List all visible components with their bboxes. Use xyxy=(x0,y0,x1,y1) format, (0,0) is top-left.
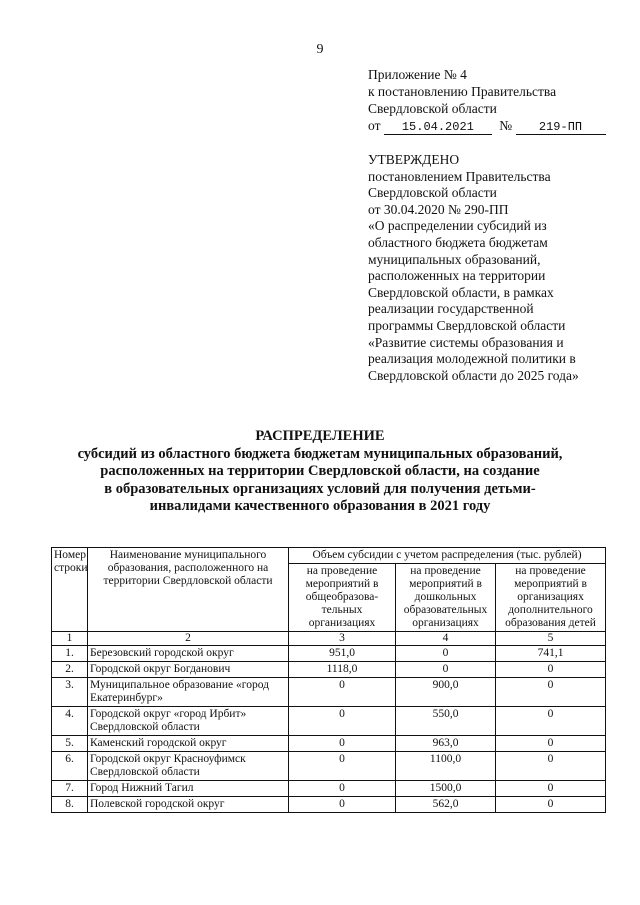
approved-line: расположенных на территории xyxy=(368,268,546,284)
value-general: 0 xyxy=(289,678,396,707)
value-preschool: 550,0 xyxy=(396,707,496,736)
approved-block xyxy=(368,152,630,384)
approved-line: реализация молодежной политики в xyxy=(368,351,576,367)
approved-line: областного бюджета бюджетам xyxy=(368,234,548,250)
appendix-block xyxy=(368,66,628,135)
column-index: 1 xyxy=(52,632,88,646)
row-number: 1. xyxy=(52,646,88,662)
appendix-date-line xyxy=(368,117,628,135)
header-preschool: на проведение мероприятий в дошкольных образовательных организациях xyxy=(396,564,496,632)
table-row xyxy=(52,662,606,678)
value-preschool: 900,0 xyxy=(396,678,496,707)
table-header-row xyxy=(52,548,606,564)
approved-line: от 30.04.2020 № 290-ПП xyxy=(368,201,509,217)
municipality-name: Полевской городской округ xyxy=(88,797,289,813)
header-general-education: на проведение мероприятий в общеобразова-тельных организациях xyxy=(289,564,396,632)
column-index: 2 xyxy=(88,632,289,646)
value-preschool: 0 xyxy=(396,662,496,678)
value-additional: 741,1 xyxy=(496,646,606,662)
value-preschool: 1500,0 xyxy=(396,781,496,797)
appendix-line-3: Свердловской области xyxy=(368,101,497,116)
appendix-line-2: к постановлению Правительства xyxy=(368,84,557,99)
table-row xyxy=(52,736,606,752)
row-number: 6. xyxy=(52,752,88,781)
row-number: 3. xyxy=(52,678,88,707)
approved-stamp: УТВЕРЖДЕНО xyxy=(368,152,460,167)
header-row-number: Номер строки xyxy=(52,548,88,632)
title-line: расположенных на территории Свердловской области, на создание xyxy=(100,463,540,479)
column-index-row xyxy=(52,632,606,646)
title-line: в образовательных организациях условий для получения детьми- xyxy=(104,480,536,497)
value-preschool: 1100,0 xyxy=(396,752,496,781)
value-general: 0 xyxy=(289,707,396,736)
value-preschool: 963,0 xyxy=(396,736,496,752)
document-title xyxy=(70,428,570,516)
column-index: 3 xyxy=(289,632,396,646)
header-subsidy-group: Объем субсидии с учетом распределения (тыс. рублей) xyxy=(289,548,606,564)
municipality-name: Городской округ «город Ирбит» Свердловской области xyxy=(88,707,289,736)
row-number: 4. xyxy=(52,707,88,736)
table-row xyxy=(52,752,606,781)
value-preschool: 562,0 xyxy=(396,797,496,813)
value-general: 951,0 xyxy=(289,646,396,662)
row-number: 8. xyxy=(52,797,88,813)
row-number: 2. xyxy=(52,662,88,678)
municipality-name: Город Нижний Тагил xyxy=(88,781,289,797)
table-row xyxy=(52,707,606,736)
table-row xyxy=(52,646,606,662)
row-number: 5. xyxy=(52,736,88,752)
value-additional: 0 xyxy=(496,678,606,707)
page-number: 9 xyxy=(316,42,324,57)
appendix-title: Приложение № 4 xyxy=(368,67,467,82)
column-index: 4 xyxy=(396,632,496,646)
approved-line: программы Свердловской области xyxy=(368,317,566,333)
value-general: 1118,0 xyxy=(289,662,396,678)
distribution-table xyxy=(51,547,606,813)
title-line: инвалидами качественного образования в 2021 году xyxy=(149,498,491,514)
approved-line: «Развитие системы образования и xyxy=(368,334,564,350)
value-general: 0 xyxy=(289,797,396,813)
date-prefix: от xyxy=(368,118,381,133)
municipality-name: Березовский городской округ xyxy=(88,646,289,662)
number-prefix: № xyxy=(499,118,513,133)
approved-line: Свердловской области, в рамках xyxy=(368,284,554,300)
approved-line: муниципальных образований, xyxy=(368,251,541,267)
header-municipality: Наименование муниципального образования, расположенного на территории Свердловской области xyxy=(88,548,289,632)
value-additional: 0 xyxy=(496,752,606,781)
row-number: 7. xyxy=(52,781,88,797)
value-preschool: 0 xyxy=(396,646,496,662)
value-additional: 0 xyxy=(496,736,606,752)
header-additional-education: на проведение мероприятий в организациях дополнительного образования детей xyxy=(496,564,606,632)
approved-line: «О распределении субсидий из xyxy=(368,218,547,234)
value-general: 0 xyxy=(289,736,396,752)
value-additional: 0 xyxy=(496,707,606,736)
approved-line: постановлением Правительства xyxy=(368,168,551,184)
column-index: 5 xyxy=(496,632,606,646)
municipality-name: Каменский городской округ xyxy=(88,736,289,752)
municipality-name: Городской округ Богданович xyxy=(88,662,289,678)
value-general: 0 xyxy=(289,752,396,781)
title-heading: РАСПРЕДЕЛЕНИЕ xyxy=(255,428,385,444)
value-additional: 0 xyxy=(496,797,606,813)
value-additional: 0 xyxy=(496,662,606,678)
approved-line: реализации государственной xyxy=(368,301,534,317)
table-row xyxy=(52,781,606,797)
value-additional: 0 xyxy=(496,781,606,797)
resolution-number: 219-ПП xyxy=(516,120,606,135)
table-row xyxy=(52,797,606,813)
value-general: 0 xyxy=(289,781,396,797)
title-line: субсидий из областного бюджета бюджетам муниципальных образований, xyxy=(77,445,563,462)
municipality-name: Муниципальное образование «город Екатеринбург» xyxy=(88,678,289,707)
municipality-name: Городской округ Красноуфимск Свердловской области xyxy=(88,752,289,781)
approved-line: Свердловской области xyxy=(368,185,497,201)
approved-line: Свердловской области до 2025 года» xyxy=(368,367,579,383)
resolution-date: 15.04.2021 xyxy=(384,120,492,135)
table-row xyxy=(52,678,606,707)
